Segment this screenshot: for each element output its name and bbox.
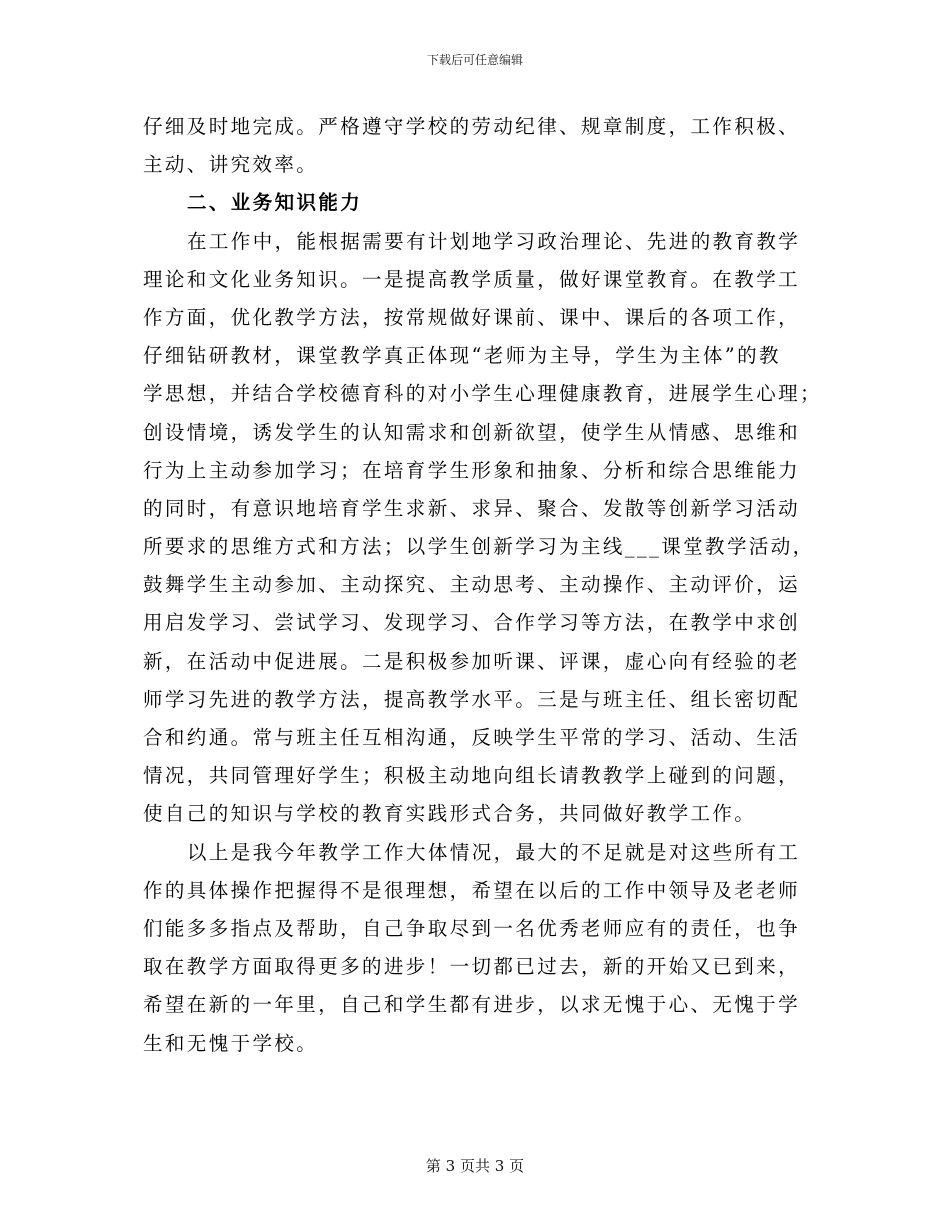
- text-line: 理论和文化业务知识。一是提高教学质量，做好课堂教育。在教学工: [143, 267, 801, 291]
- text-line: 合和约通。常与班主任互相沟通，反映学生平常的学习、活动、生活: [143, 726, 801, 749]
- text-line: 取在教学方面取得更多的进步！一切都已过去，新的开始又已到来，: [143, 955, 801, 979]
- text-line: 以上是我今年教学工作大体情况，最大的不足就是对这些所有工: [187, 840, 801, 864]
- text-line: 的同时，有意识地培育学生求新、求异、聚合、发散等创新学习活动: [143, 496, 801, 520]
- text-line: 情况，共同管理好学生；积极主动地向组长请教教学上碰到的问题，: [143, 764, 801, 788]
- text-line: 所要求的思维方式和方法；以学生创新学习为主线___课堂教学活动，: [143, 535, 815, 559]
- text-line: 行为上主动参加学习；在培育学生形象和抽象、分析和综合思维能力: [143, 458, 801, 482]
- text-line: 生和无愧于学校。: [143, 1031, 319, 1055]
- page-number: 第 3 页共 3 页: [425, 1157, 525, 1175]
- text-line: 用启发学习、尝试学习、发现学习、合作学习等方法，在教学中求创: [143, 611, 801, 635]
- text-line: 仔细钻研教材，课堂教学真正体现“老师为主导，学生为主体”的教: [143, 344, 781, 368]
- text-line: 师学习先进的教学方法，提高教学水平。三是与班主任、组长密切配: [143, 687, 801, 711]
- text-line: 希望在新的一年里，自己和学生都有进步，以求无愧于心、无愧于学: [143, 993, 801, 1017]
- text-line: 鼓舞学生主动参加、主动探究、主动思考、主动操作、主动评价，运: [143, 573, 801, 597]
- text-line: 创设情境，诱发学生的认知需求和创新欲望，使学生从情感、思维和: [143, 420, 801, 444]
- page-header: 下载后可任意编辑: [426, 53, 523, 67]
- text-line: 仔细及时地完成。严格遵守学校的劳动纪律、规章制度，工作积极、: [143, 115, 801, 138]
- text-line: 新，在活动中促进展。二是积极参加听课、评课，虚心向有经验的老: [143, 649, 801, 673]
- section-heading: 二、业务知识能力: [187, 191, 363, 215]
- text-line: 学思想，并结合学校德育科的对小学生心理健康教育，进展学生心理；: [143, 382, 822, 406]
- text-line: 们能多多指点及帮助，自己争取尽到一名优秀老师应有的责任，也争: [143, 916, 801, 940]
- text-line: 使自己的知识与学校的教育实践形式合务，共同做好教学工作。: [143, 802, 757, 826]
- text-line: 主动、讲究效率。: [143, 153, 319, 177]
- text-line: 作的具体操作把握得不是很理想，希望在以后的工作中领导及老老师: [143, 878, 801, 902]
- text-line: 在工作中，能根据需要有计划地学习政治理论、先进的教育教学: [187, 229, 801, 253]
- text-line: 作方面，优化教学方法，按常规做好课前、课中、课后的各项工作，: [143, 305, 801, 329]
- document-body: [143, 108, 822, 1063]
